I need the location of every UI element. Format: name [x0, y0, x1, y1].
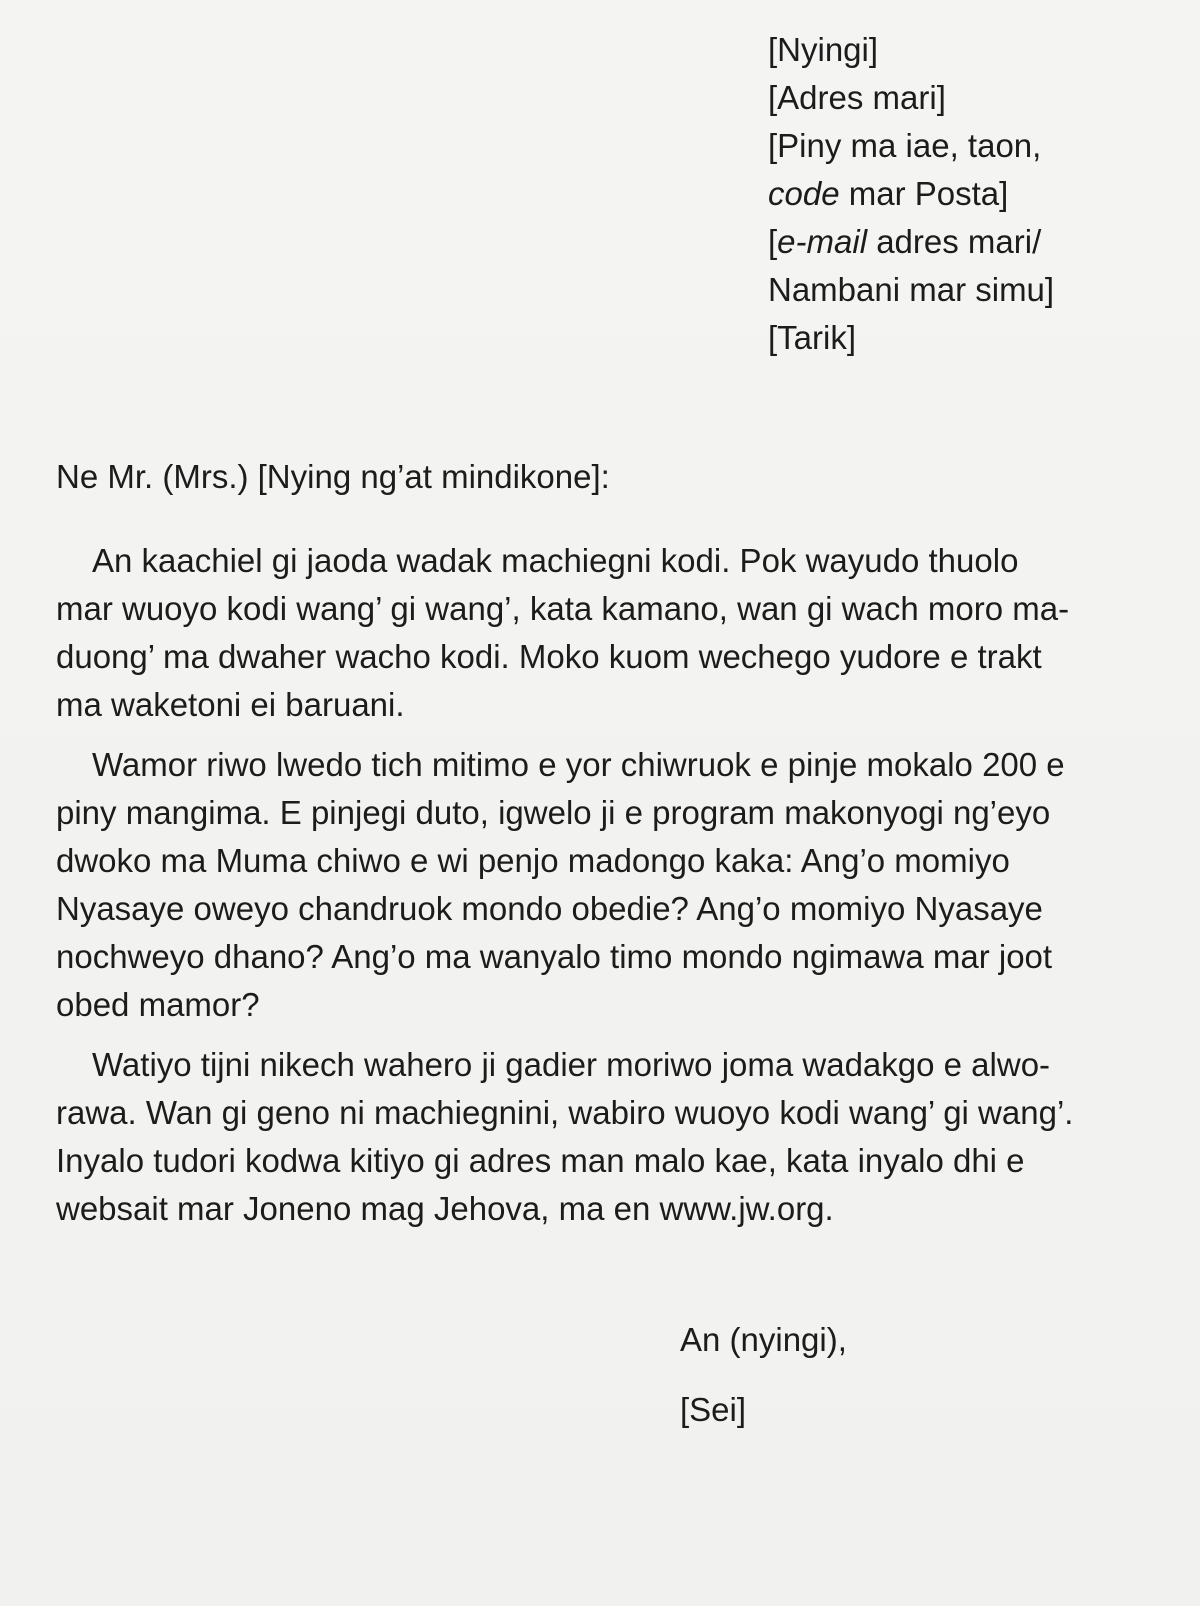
paragraph-line: Nyasaye oweyo chandruok mondo obedie? Ang’o momiyo Nyasaye: [56, 890, 1043, 927]
postal-rest: mar Posta]: [839, 175, 1009, 212]
paragraph-line: nochweyo dhano? Ang’o ma wanyalo timo mondo ngimawa mar joot: [56, 938, 1053, 975]
email-open: [: [768, 223, 778, 260]
paragraph-line: mar wuoyo kodi wang’ gi wang’, kata kamano, wan gi wach moro ma-: [56, 590, 1070, 627]
paragraph-line: websait mar Joneno mag Jehova, ma en www.jw.org.: [56, 1190, 834, 1227]
closing: An (nyingi),: [680, 1321, 847, 1358]
signature-placeholder: [Sei]: [680, 1391, 747, 1428]
sender-city-line: [Piny ma iae, taon,: [768, 127, 1042, 164]
paragraph-line: obed mamor?: [56, 986, 260, 1023]
letter-body: [56, 537, 1138, 1245]
sender-name: [Nyingi]: [768, 31, 879, 68]
paragraph-line: ma waketoni ei baruani.: [56, 686, 405, 723]
sender-address-block: [768, 26, 1168, 362]
email-rest: adres mari/: [867, 223, 1042, 260]
paragraph-line: An kaachiel gi jaoda wadak machiegni kodi. Pok wayudo thuolo: [92, 542, 1019, 579]
paragraph-1: [56, 537, 1138, 729]
sender-email-line: [768, 218, 1168, 266]
paragraph-line: duong’ ma dwaher wacho kodi. Moko kuom wechego yudore e trakt: [56, 638, 1042, 675]
paragraph-line: Watiyo tijni nikech wahero ji gadier moriwo joma wadakgo e alwo-: [92, 1046, 1051, 1083]
paragraph-2: [56, 741, 1138, 1029]
paragraph-line: Wamor riwo lwedo tich mitimo e yor chiwruok e pinje mokalo 200 e: [92, 746, 1065, 783]
sender-postal-line: [768, 170, 1168, 218]
paragraph-line: dwoko ma Muma chiwo e wi penjo madongo kaka: Ang’o momiyo: [56, 842, 1010, 879]
email-word: e-mail: [777, 223, 868, 260]
salutation: Ne Mr. (Mrs.) [Nying ng’at mindikone]:: [56, 458, 610, 495]
paragraph-line: Inyalo tudori kodwa kitiyo gi adres man malo kae, kata inyalo dhi e: [56, 1142, 1025, 1179]
paragraph-line: rawa. Wan gi geno ni machiegnini, wabiro wuoyo kodi wang’ gi wang’.: [56, 1094, 1074, 1131]
sender-phone: Nambani mar simu]: [768, 271, 1055, 308]
sender-address: [Adres mari]: [768, 79, 946, 116]
sender-date: [Tarik]: [768, 319, 857, 356]
code-word: code: [768, 175, 840, 212]
paragraph-3: [56, 1041, 1138, 1233]
paragraph-line: piny mangima. E pinjegi duto, igwelo ji e program makonyogi ng’eyo: [56, 794, 1051, 831]
